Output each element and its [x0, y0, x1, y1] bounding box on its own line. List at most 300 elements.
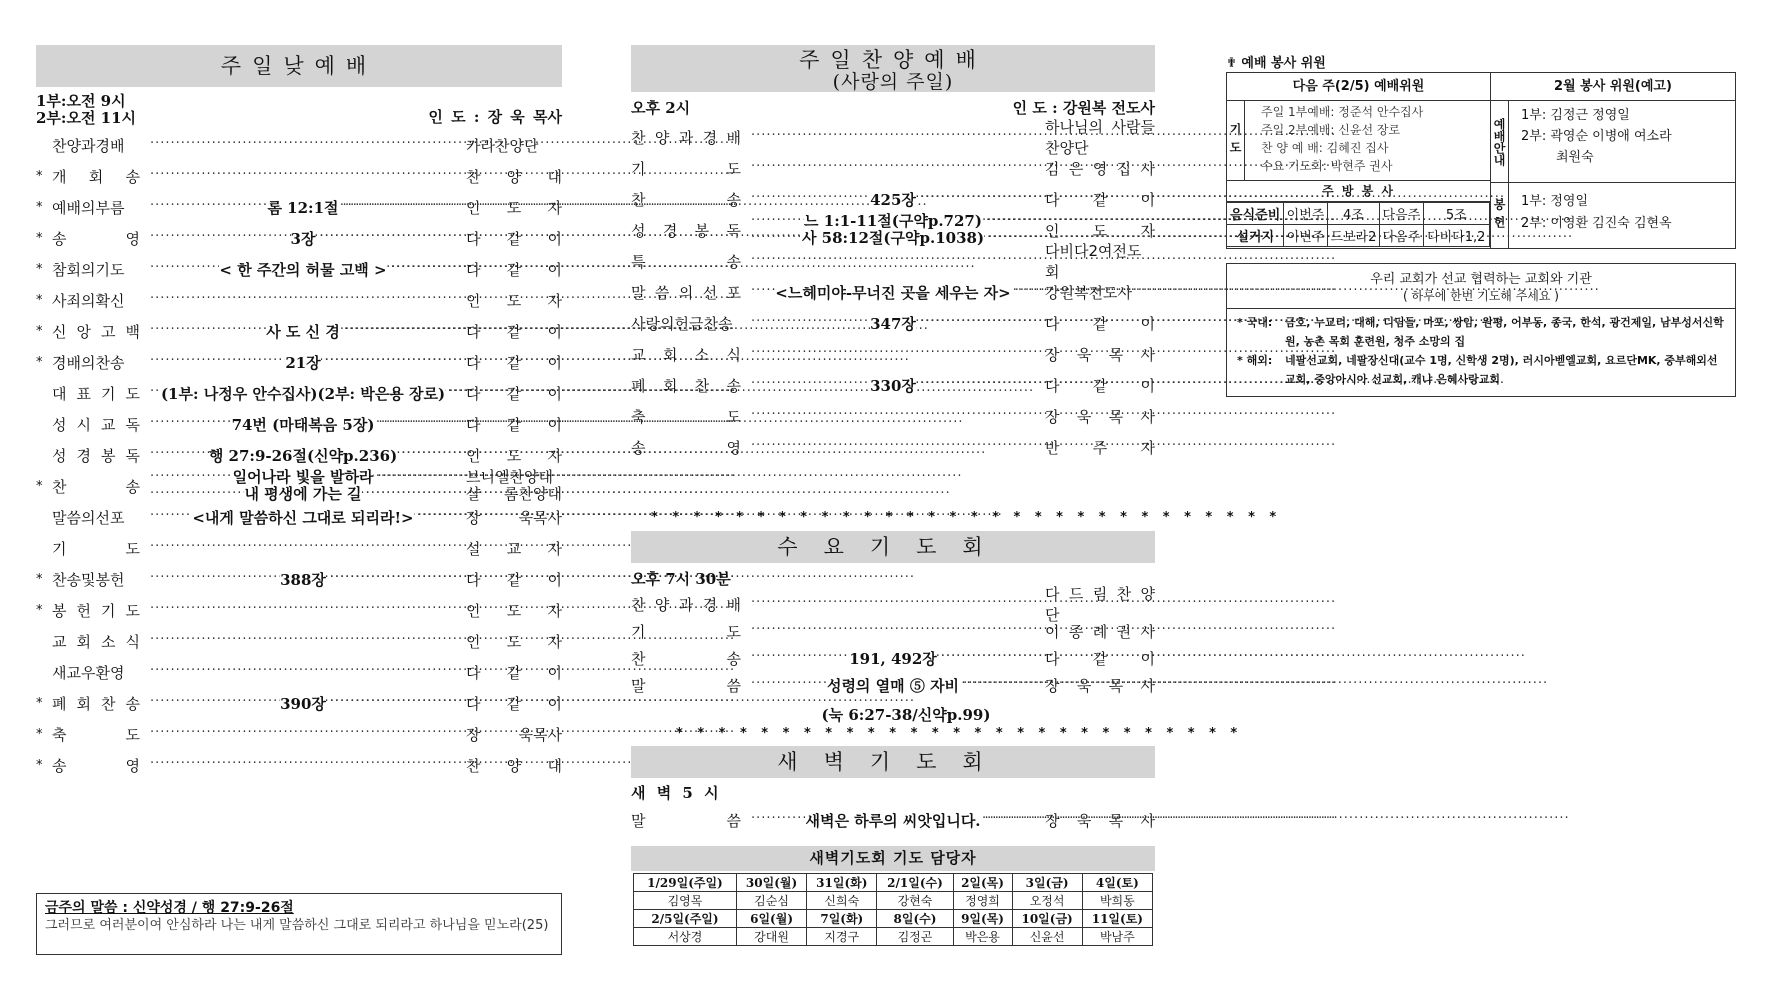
order-person: 인 도 자	[466, 601, 562, 620]
leader-dots	[330, 572, 456, 587]
leader-dots	[963, 678, 1035, 693]
leader-dots	[150, 696, 276, 711]
order-label: 사랑의헌금찬송	[631, 314, 733, 333]
order-leader-line	[747, 597, 1039, 612]
order-leader-line	[146, 228, 460, 249]
order-row	[36, 130, 562, 160]
order-detail: 191, 492장	[849, 649, 937, 668]
order-row	[36, 688, 562, 718]
order-row	[631, 432, 1155, 462]
leader-dots	[150, 355, 281, 370]
weekly-verse-text: 그러므로 여러분이여 안심하라 나는 내게 말씀하신 그대로 되리라고 하나님을 믿노라(25)	[45, 918, 549, 933]
order-label: 찬양과경배	[52, 136, 125, 155]
required-star: *	[36, 695, 43, 711]
kitchen-cell: 4조	[1327, 203, 1380, 225]
committee-box	[1226, 72, 1736, 249]
required-star: *	[36, 726, 43, 742]
dawn-name-cell: 지경구	[807, 928, 877, 946]
order-person: 반 주 자	[1045, 438, 1155, 457]
service-leader: 인 도 : 장 욱 목사	[428, 108, 562, 126]
order-person: 다 같 이	[466, 694, 562, 713]
leader-dots	[150, 200, 263, 215]
order-label: 송 영	[631, 438, 741, 457]
leader-dots	[150, 603, 456, 618]
leader-dots	[988, 231, 1035, 246]
order-leader-line	[146, 665, 460, 680]
order-label: 참회의기도	[52, 260, 125, 279]
leader-dots	[941, 651, 1035, 666]
required-star: *	[36, 354, 43, 370]
order-person: 다 같 이	[466, 322, 562, 341]
usher-line-2: 2부: 곽영순 이병애 여소라	[1521, 129, 1672, 144]
order-label: 폐 회 찬 송	[52, 694, 140, 713]
required-star: *	[36, 602, 43, 618]
dawn-date-cell: 10일(금)	[1012, 910, 1082, 928]
leader-dots	[920, 192, 1035, 207]
order-person: 다 같 이	[466, 260, 562, 279]
kitchen-cell: 다비다1,2	[1423, 225, 1490, 247]
leader-dots	[150, 487, 240, 502]
kitchen-title: 주 방 봉 사	[1227, 181, 1490, 202]
dawn-name-cell: 오정석	[1012, 892, 1082, 910]
order-row	[36, 409, 562, 439]
leader-dots	[751, 130, 1035, 145]
order-leader-line	[146, 569, 460, 590]
order-person: 김 은 영 집 사	[1045, 159, 1155, 178]
order-leader-line	[747, 440, 1039, 455]
mission-subtitle: ( 하루에 한번 기도해 주세요 )	[1227, 287, 1735, 309]
order-row	[36, 440, 562, 470]
usher-list	[1509, 101, 1672, 182]
kitchen-cell: 이번주	[1284, 225, 1327, 247]
order-leader-line	[146, 603, 460, 618]
order-label: 찬 양 과 경 배	[631, 595, 741, 614]
order-leader-line	[146, 634, 460, 649]
order-person: 찬 양 대	[466, 756, 562, 775]
leader-dots	[418, 510, 456, 525]
order-detail: 사 58:12절(구약p.1038)	[801, 229, 985, 247]
order-leader-line	[146, 259, 460, 280]
order-label: 말씀의선포	[52, 508, 125, 527]
order-label: 찬 송	[631, 190, 741, 209]
kitchen-table	[1226, 202, 1490, 247]
dawn-name-cell: 박희동	[1082, 892, 1152, 910]
order-person: 인 도 자	[466, 291, 562, 310]
required-star: *	[36, 261, 43, 277]
order-leader-line	[146, 293, 460, 308]
order-detail-line	[747, 213, 1039, 230]
order-row	[631, 308, 1155, 338]
order-label: 성 경 봉 독	[52, 446, 140, 465]
committee-heading: ✟ 예배 봉사 위원	[1226, 56, 1326, 71]
leader-dots	[985, 813, 1035, 828]
dawn-name-cell: 강현숙	[877, 892, 953, 910]
divider-stars-2: * * * * * * * * * * * * * * * * * * * * * * * * * * *	[676, 726, 1243, 741]
leader-dots	[1015, 285, 1035, 300]
dawn-name-cell: 서상경	[634, 928, 737, 946]
order-row	[36, 192, 562, 222]
order-label: 특 송	[631, 252, 741, 271]
required-star: *	[36, 168, 43, 184]
leader-dots	[751, 597, 1035, 612]
order-row	[36, 285, 562, 315]
dawn-time: 새 벽 5 시	[631, 784, 719, 802]
order-detail: (1부: 나정우 안수집사)(2부: 박은용 장로)	[160, 384, 446, 403]
order-row	[36, 316, 562, 346]
leader-dots	[150, 727, 456, 742]
required-star: *	[36, 292, 43, 308]
order-row	[36, 533, 562, 563]
order-detail: 일어나라 빛을 발하라	[232, 468, 374, 486]
leader-dots	[751, 214, 800, 229]
leader-dots	[366, 487, 456, 502]
order-leader-line	[146, 321, 460, 342]
leader-dots	[751, 231, 798, 246]
order-label: 말 씀	[631, 676, 741, 695]
kitchen-cell: 5조	[1423, 203, 1490, 225]
required-star: *	[36, 571, 43, 587]
order-leader-line	[146, 758, 460, 773]
dawn-table-row	[634, 874, 1153, 892]
leader-dots	[150, 758, 456, 773]
mission-domestic-label: * 국내:	[1237, 316, 1273, 329]
afternoon-time: 오후 2시	[631, 99, 691, 117]
order-person: 다 같 이	[466, 415, 562, 434]
dawn-table-row	[634, 910, 1153, 928]
february-header: 2월 봉사 위원(예고)	[1554, 79, 1672, 94]
dawn-date-cell: 7일(화)	[807, 910, 877, 928]
order-person: 다 같 이	[1045, 376, 1155, 395]
order-person: 이 종 례 권 사	[1045, 622, 1155, 641]
kitchen-row	[1227, 203, 1490, 225]
order-leader-line	[747, 130, 1039, 145]
mission-overseas-list: 네팔선교회, 네팔장신대(교수 1명, 신학생 2명), 러시아벧엘교회, 요르단MK, 중부해외선교회, 중앙아시아 선교회, 캐냐 은혜사랑교회	[1285, 354, 1718, 386]
order-row	[631, 242, 1155, 281]
order-row	[36, 595, 562, 625]
leader-dots	[751, 409, 1035, 424]
order-label: 성 경 봉 독	[631, 221, 741, 240]
order-row	[36, 626, 562, 656]
dawn-date-cell: 1/29일(주일)	[634, 874, 737, 892]
offering-label: 봉헌	[1491, 183, 1509, 248]
order-detail: 74번 (마태복음 5장)	[231, 415, 375, 434]
morning-service-title: 주일낮예배	[36, 45, 562, 87]
order-leader-line	[747, 347, 1039, 362]
leader-dots	[150, 665, 456, 680]
leader-dots	[920, 316, 1035, 331]
leader-dots	[150, 417, 228, 432]
next-week-header: 다음 주(2/5) 예배위원	[1227, 73, 1491, 100]
order-leader-line	[747, 313, 1039, 334]
pray-line: 주일 1부예배: 정준석 안수집사	[1261, 105, 1424, 119]
leader-dots	[150, 138, 456, 153]
order-detail: 내 평생에 가는 길	[244, 485, 362, 503]
order-row	[36, 347, 562, 377]
order-person: 인 도 자	[466, 632, 562, 651]
order-person: 하나님의 사람들 찬양단	[1045, 118, 1155, 157]
afternoon-service-subtitle: (사랑의 주일)	[832, 71, 954, 93]
order-detail: 347장	[870, 314, 916, 333]
order-leader-line	[747, 375, 1039, 396]
order-label: 축 도	[631, 407, 741, 426]
order-row	[631, 585, 1155, 624]
mission-overseas-label: * 해외:	[1237, 354, 1273, 367]
order-person: 다 같 이	[466, 353, 562, 372]
order-row	[631, 401, 1155, 431]
dawn-title: 새벽기도회	[631, 746, 1155, 778]
mission-domestic-list: 금호, 누교리, 대해, 디딤들, 마포, 쌍암, 원평, 어부동, 종국, 한석, 광건제일, 남부성서신학원, 농촌 목회 훈련원, 청주 소망의 집	[1285, 316, 1724, 348]
order-label: 말 씀 의 선 포	[631, 283, 741, 302]
order-label: 송 영	[52, 229, 140, 248]
order-person: 다비다2여전도회	[1045, 242, 1142, 281]
order-label: 교 회 소 식	[52, 632, 140, 651]
order-label: 성 시 교 독	[52, 415, 140, 434]
leader-dots	[751, 316, 866, 331]
order-label: 찬 송	[52, 477, 140, 496]
order-detail: < 한 주간의 허물 고백 >	[219, 260, 387, 279]
leader-dots	[401, 448, 456, 463]
required-star: *	[36, 199, 43, 215]
leader-dots	[449, 386, 456, 401]
dawn-date-cell: 11일(토)	[1082, 910, 1152, 928]
order-leader-line	[146, 138, 460, 153]
order-detail: 390장	[280, 694, 326, 713]
leader-dots	[150, 470, 229, 485]
order-label: 봉 헌 기 도	[52, 601, 140, 620]
order-row	[36, 254, 562, 284]
order-label: 기 도	[52, 539, 140, 558]
leader-dots	[150, 231, 287, 246]
dawn-date-cell: 9일(목)	[953, 910, 1012, 928]
leader-dots	[150, 169, 456, 184]
dawn-date-cell: 4일(토)	[1082, 874, 1152, 892]
order-label: 송 영	[52, 756, 140, 775]
leader-dots	[150, 293, 456, 308]
order-person: 장 욱 목 사	[1045, 811, 1155, 830]
order-row	[631, 339, 1155, 369]
leader-dots	[150, 634, 456, 649]
order-person: 장 욱목사	[466, 508, 562, 527]
order-row	[631, 370, 1155, 400]
usher-line-3: 최원숙	[1556, 150, 1594, 165]
order-leader-line	[747, 282, 1039, 303]
pray-line: 수요 기도회: 박현주 권사	[1261, 159, 1393, 173]
dawn-name-cell: 신희숙	[807, 892, 877, 910]
dawn-table-title: 새벽기도회 기도 담당자	[631, 846, 1155, 871]
order-row	[631, 277, 1155, 307]
required-star: *	[36, 478, 43, 494]
leader-dots	[150, 262, 215, 277]
afternoon-service-header	[631, 45, 1155, 92]
leader-dots	[377, 470, 456, 485]
order-detail: 425장	[870, 190, 916, 209]
leader-dots	[150, 541, 456, 556]
dawn-date-cell: 30일(월)	[736, 874, 806, 892]
pray-list	[1245, 101, 1423, 180]
dawn-name-cell: 김순심	[736, 892, 806, 910]
order-row	[36, 468, 562, 503]
order-leader-line	[747, 624, 1039, 639]
order-row	[36, 750, 562, 780]
order-row	[36, 719, 562, 749]
dawn-name-cell: 강대원	[736, 928, 806, 946]
afternoon-service-meta	[631, 97, 1155, 118]
order-person: 장 욱 목 사	[1045, 676, 1155, 695]
order-person: 장 욱목사	[466, 725, 562, 744]
mission-box	[1226, 263, 1736, 397]
order-label: 새교우환영	[52, 663, 125, 682]
order-leader-line	[146, 507, 460, 528]
wednesday-title: 수요기도회	[631, 531, 1155, 563]
order-person: 다 같 이	[466, 384, 562, 403]
offering-line-2: 2부: 이영환 김진숙 김현옥	[1521, 216, 1672, 231]
dawn-table-row	[634, 928, 1153, 946]
order-row	[36, 223, 562, 253]
order-label: 찬송및봉헌	[52, 570, 125, 589]
leader-dots	[751, 161, 1035, 176]
order-leader-line	[146, 197, 460, 218]
order-person: 다 같 이	[1045, 190, 1155, 209]
order-two-line	[146, 469, 460, 503]
order-label: 폐 회 찬 송	[631, 376, 741, 395]
order-leader-line	[747, 161, 1039, 176]
service-time-2: 2부:오전 11시	[36, 109, 137, 127]
leader-dots	[751, 624, 1035, 639]
offering-line-1: 1부: 정영일	[1521, 194, 1589, 209]
leader-dots	[150, 386, 157, 401]
order-leader-line	[146, 445, 460, 466]
order-detail-line	[146, 486, 460, 503]
order-person: 설 교 자	[466, 539, 562, 558]
usher-line-1: 1부: 김정근 정영일	[1521, 108, 1630, 123]
order-detail: 388장	[280, 570, 326, 589]
order-label: 경배의찬송	[52, 353, 125, 372]
order-person: 장 욱 목 사	[1045, 407, 1155, 426]
pray-line: 찬 양 예 배: 김혜진 집사	[1261, 141, 1389, 155]
weekly-verse-box	[36, 893, 562, 955]
order-detail: 느 1:1-11절(구약p.727)	[804, 212, 982, 230]
order-row	[631, 118, 1155, 157]
leader-dots	[751, 254, 1035, 269]
leader-dots	[150, 572, 276, 587]
leader-dots	[319, 231, 456, 246]
order-person: 다 드 림 찬 양 단	[1045, 585, 1155, 624]
order-leader-line	[146, 169, 460, 184]
divider-stars: * * * * * * * * * * * * * * * * * * * * * * * * * * * * * *	[651, 510, 1282, 525]
order-detail: 330장	[870, 376, 916, 395]
leader-dots	[751, 678, 823, 693]
order-row	[36, 657, 562, 687]
order-person: 샬 롬찬양대	[466, 485, 562, 503]
usher-label: 예배안내	[1491, 101, 1509, 182]
kitchen-cell: 다음주	[1380, 225, 1423, 247]
order-person: 다 같 이	[1045, 649, 1155, 668]
order-label: 기 도	[631, 622, 741, 641]
order-leader-line	[146, 541, 460, 556]
order-leader-line	[146, 352, 460, 373]
order-person: 강원복전도사	[1045, 283, 1132, 302]
leader-dots	[751, 285, 771, 300]
order-person: 다 같 이	[466, 663, 562, 682]
order-label: 말 씀	[631, 811, 741, 830]
leader-dots	[325, 355, 456, 370]
order-row	[36, 564, 562, 594]
order-row	[36, 378, 562, 408]
dawn-date-cell: 6일(월)	[736, 910, 806, 928]
weekly-verse-title: 금주의 말씀 : 신약성경 / 행 27:9-26절	[45, 900, 294, 916]
order-row	[631, 616, 1155, 646]
leader-dots	[920, 378, 1035, 393]
order-label: 개 회 송	[52, 167, 140, 186]
leader-dots	[344, 324, 456, 339]
kitchen-cell: 이번주	[1284, 203, 1327, 225]
order-label: 대 표 기 도	[52, 384, 140, 403]
order-row	[36, 161, 562, 191]
order-label: 신 앙 고 백	[52, 322, 140, 341]
dawn-table-row	[634, 892, 1153, 910]
order-person: 카라찬양단	[466, 136, 539, 155]
order-leader-line	[747, 213, 1039, 247]
order-leader-line	[747, 675, 1039, 696]
order-row	[631, 184, 1155, 214]
order-label: 사죄의확신	[52, 291, 125, 310]
leader-dots	[751, 192, 866, 207]
order-person: 인 도 자	[466, 446, 562, 465]
required-star: *	[36, 323, 43, 339]
leader-dots	[751, 651, 845, 666]
order-person: 다 같 이	[1045, 314, 1155, 333]
leader-dots	[751, 813, 801, 828]
order-person: 인 도 자	[1045, 221, 1155, 240]
order-detail: 3장	[290, 229, 316, 248]
order-person: 다 같 이	[466, 229, 562, 248]
order-leader-line	[146, 414, 460, 435]
order-row	[36, 502, 562, 532]
dawn-name-cell: 김정곤	[877, 928, 953, 946]
order-two-line	[747, 213, 1039, 247]
order-leader-line	[146, 727, 460, 742]
order-label: 교 회 소 식	[631, 345, 741, 364]
afternoon-service-title: 주일찬양예배	[799, 48, 987, 72]
pray-label: 기도	[1227, 101, 1245, 180]
order-row	[631, 670, 1155, 700]
order-leader-line	[747, 409, 1039, 424]
leader-dots	[751, 347, 1035, 362]
offering-list	[1509, 183, 1672, 248]
kitchen-cell: 드보라2	[1327, 225, 1380, 247]
order-detail: 21장	[285, 353, 321, 372]
leader-dots	[330, 696, 456, 711]
pray-line: 주일 2부예배: 신윤선 장로	[1261, 123, 1401, 137]
order-person: 찬 양 대	[466, 167, 562, 186]
service-time-1: 1부:오전 9시	[36, 92, 126, 110]
leader-dots	[751, 378, 866, 393]
kitchen-cell: 음식준비	[1227, 203, 1284, 225]
order-detail: 새벽은 하루의 씨앗입니다.	[805, 811, 981, 830]
required-star: *	[36, 230, 43, 246]
order-leader-line	[146, 383, 460, 404]
order-leader-line	[747, 648, 1039, 669]
order-label: 찬 송	[631, 649, 741, 668]
order-person: 브니엘찬양대	[466, 468, 553, 486]
dawn-date-cell: 2/5일(주일)	[634, 910, 737, 928]
order-detail: 사 도 신 경	[266, 322, 340, 341]
order-person: 다 같 이	[466, 570, 562, 589]
order-person: 장 욱 목 사	[1045, 345, 1155, 364]
mission-title: 우리 교회가 선교 협력하는 교회와 기관	[1370, 272, 1592, 287]
order-label: 찬 양 과 경 배	[631, 128, 741, 147]
dawn-name-cell: 박남주	[1082, 928, 1152, 946]
